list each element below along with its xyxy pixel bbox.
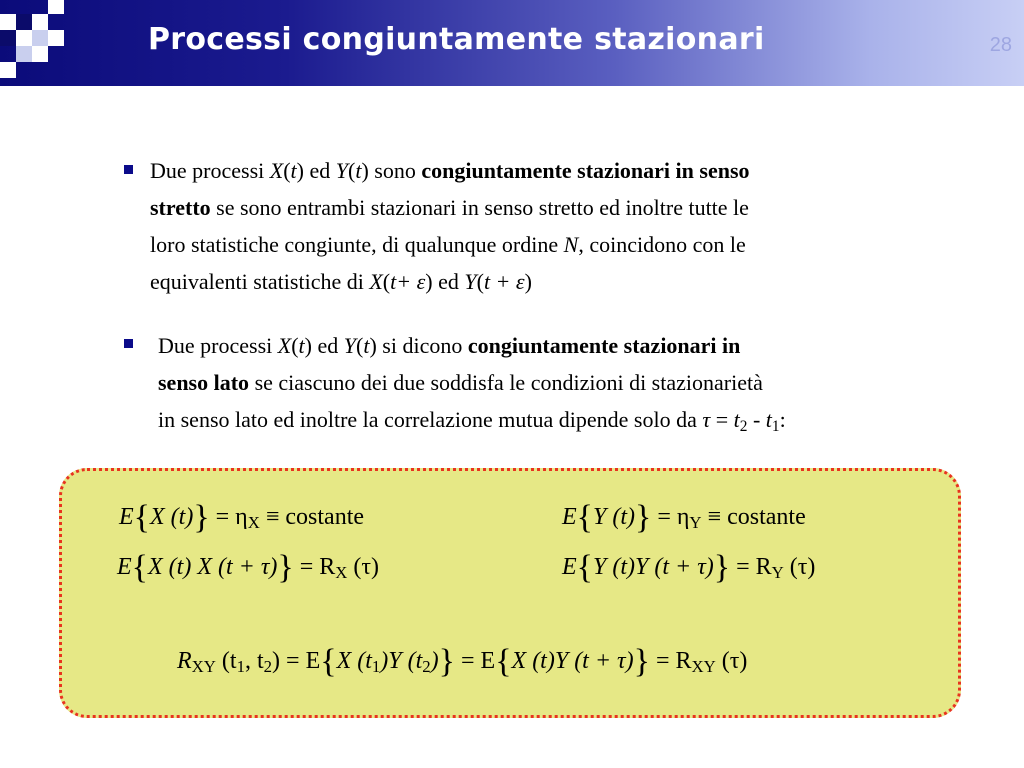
math-expr: = R (293, 554, 336, 580)
square-decoration (0, 14, 16, 30)
subscript: XY (191, 657, 216, 677)
math-var: t (363, 333, 370, 358)
subscript: 1 (771, 417, 780, 435)
paragraph-line (158, 364, 786, 401)
bold-term: congiuntamente stazionari in senso (421, 158, 750, 183)
math-var: X (277, 333, 292, 358)
page-number: 28 (989, 34, 1012, 56)
text-run: loro statistiche congiunte, di qualunque ordine (150, 232, 564, 257)
math-expr: ) = E (272, 648, 321, 674)
bullet-paragraph-1 (150, 152, 750, 300)
math-expr: (t (215, 648, 237, 674)
square-decoration (16, 30, 32, 46)
subscript: X (335, 563, 348, 583)
text-run: equivalenti statistiche di (150, 269, 370, 294)
math-expr: ) (430, 648, 439, 674)
math-expr: (τ) (347, 554, 380, 580)
bullet-paragraph-2 (158, 327, 786, 445)
text-run: , coincidono con le (578, 232, 746, 257)
text-run: ed (311, 333, 344, 358)
math-var: t (298, 333, 305, 358)
math-expr: = R (649, 648, 692, 674)
math-var: X (369, 269, 383, 294)
paragraph-line: Due processi X(t) ed Y(t) sono congiuntamente stazionari in senso (150, 158, 750, 183)
text-run: : (779, 407, 786, 432)
math-var: t (733, 407, 740, 432)
text-run: ed (303, 158, 336, 183)
math-var: t (765, 407, 772, 432)
text-run: sono (368, 158, 422, 183)
math-expr: (τ) (715, 648, 748, 674)
math-var: Y (464, 269, 477, 294)
subscript: 1 (236, 657, 245, 677)
math-expr: = η (209, 504, 248, 530)
equation-crosscorr: $R_{XY}$ ($t_1$, $t_2) = E\{X$ $(t_1)Y$ $(t_2)\} = E\{X$ (t)Y $(t + \tau)\} = R_{XY}$ (τ) (177, 643, 748, 680)
paragraph-line (158, 401, 786, 445)
math-var: Y (343, 333, 356, 358)
formula-box (59, 468, 961, 718)
text-run: Due processi (150, 158, 270, 183)
paragraph-line (150, 189, 750, 226)
paragraph-line: equivalenti statistiche di X(t+ ε) ed Y(t + ε) (150, 269, 532, 294)
subscript: XY (691, 657, 716, 677)
text-run: se ciascuno dei due soddisfa le condizioni di stazionarietà (249, 370, 763, 395)
math-expr: X (t) (150, 504, 194, 530)
text-run: si dicono (376, 333, 468, 358)
slide-title: Processi congiuntamente stazionari (148, 22, 765, 57)
square-decoration (16, 14, 32, 30)
subscript: 2 (422, 657, 431, 677)
subscript: 2 (739, 417, 748, 435)
square-decoration (48, 0, 64, 14)
equation-autocorr-x: E{X (t) X $(t + \tau)\} = R_X$ (τ) (117, 549, 380, 586)
square-decoration (48, 30, 64, 46)
math-var: t+ ε (390, 269, 426, 294)
math-var: Y (335, 158, 348, 183)
text-run: in senso lato ed inoltre la correlazione mutua dipende solo da (158, 407, 703, 432)
math-var: N (563, 232, 579, 257)
math-var: E (562, 554, 577, 580)
equation-mean-y: E{Y $(t)\} = \eta_Y$ ≡ costante (562, 499, 806, 536)
math-expr: ≡ costante (701, 504, 806, 530)
math-expr: X (t)Y (t + τ) (511, 648, 634, 674)
subscript: 2 (263, 657, 273, 677)
decorative-squares (0, 0, 80, 86)
subscript: 1 (371, 657, 381, 677)
bullet-square-icon (124, 339, 133, 348)
math-expr: = η (651, 504, 690, 530)
math-expr: , t (244, 648, 264, 674)
paragraph-line: Due processi X(t) ed Y(t) si dicono congiuntamente stazionari in (158, 333, 741, 358)
math-var: R (177, 648, 192, 674)
math-expr: Y (t)Y (t + τ) (593, 554, 714, 580)
math-expr: (τ) (783, 554, 816, 580)
math-expr: X (t (336, 648, 372, 674)
square-decoration (32, 46, 48, 62)
subscript: Y (689, 513, 702, 533)
text-run: se sono entrambi stazionari in senso stretto ed inoltre tutte le (210, 195, 749, 220)
math-var: τ (702, 407, 711, 432)
square-decoration (16, 46, 32, 62)
math-var: E (562, 504, 577, 530)
text-run: = (710, 407, 734, 432)
square-decoration (0, 62, 16, 78)
bold-term: stretto (150, 195, 211, 220)
math-var: X (269, 158, 284, 183)
paragraph-line (150, 226, 750, 263)
math-var: E (117, 554, 132, 580)
math-expr: = E (455, 648, 496, 674)
square-decoration (0, 30, 16, 46)
math-var: t (355, 158, 362, 183)
math-expr: )Y (t (380, 648, 423, 674)
text-run: - (747, 407, 766, 432)
bold-term: congiuntamente stazionari in (467, 333, 741, 358)
math-var: t + ε (483, 269, 525, 294)
equation-autocorr-y: E{Y (t)Y $(t + \tau)\} = R_Y$ (τ) (562, 549, 816, 586)
text-run: ed (432, 269, 465, 294)
square-decoration (32, 14, 48, 30)
square-decoration (32, 30, 48, 46)
bold-term: senso lato (158, 370, 250, 395)
subscript: Y (771, 563, 784, 583)
text-run: Due processi (158, 333, 278, 358)
math-expr: Y (t) (593, 504, 635, 530)
math-var: t (290, 158, 297, 183)
subscript: X (247, 513, 260, 533)
math-expr: X (t) X (t + τ) (148, 554, 278, 580)
math-var: E (119, 504, 134, 530)
math-expr: = R (730, 554, 772, 580)
bullet-square-icon (124, 165, 133, 174)
math-expr: ≡ costante (259, 504, 365, 530)
title-bar (0, 0, 1024, 86)
equation-mean-x: E{X $(t)\} = \eta_X$ ≡ costante (119, 499, 365, 536)
